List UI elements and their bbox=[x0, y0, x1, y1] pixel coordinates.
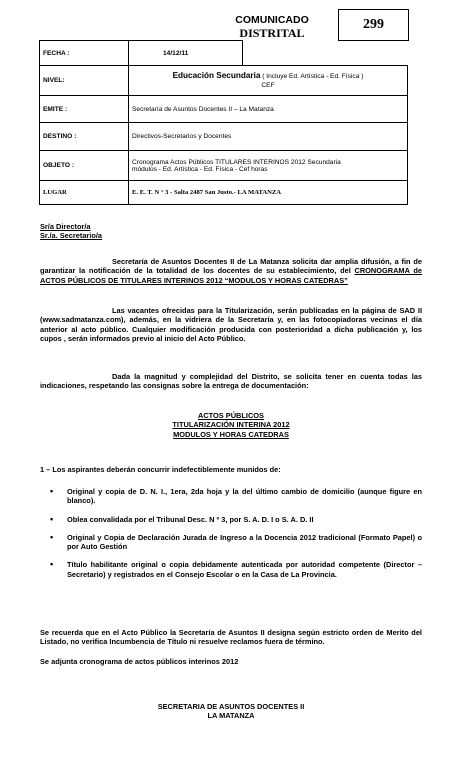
destino-label: DESTINO : bbox=[40, 123, 129, 151]
paragraph-4: Se recuerda que en el Acto Público la Secretaría de Asuntos II designa según estricto orden de Merito del Listado, no verifica Incumbencia de Título ni resuelve reclamos fuera de término. bbox=[40, 628, 422, 647]
signature-line-2: LA MATANZA bbox=[207, 711, 255, 721]
requirement-item: • Original y copia de D. N. I., 1era, 2da hoja y la del último cambio de domicilio (aunque figure en blanco). bbox=[40, 487, 422, 506]
lugar-value: E. E. T. N ° 3 - Salta 2487 San Justo.- LA MATANZA bbox=[129, 181, 408, 205]
signature-line-1: SECRETARIA DE ASUNTOS DOCENTES II bbox=[157, 702, 305, 711]
row-destino bbox=[40, 123, 408, 151]
heading-line-2: TITULARIZACIÓN INTERINA 2012 bbox=[172, 420, 290, 430]
paragraph-2: Las vacantes ofrecidas para la Titularización, serán publicadas en la página de SAD II (www.sadmatanza.com), además, en la vidriera de la Secretaría y, en las fotocopiadoras vecinas el día anterior al acto público. Cualquier modificación producida con posterioridad a dicha publicación y, los cupos , serán informados previo al inicio del Acto Público. bbox=[40, 306, 422, 343]
salutation bbox=[40, 222, 422, 241]
lugar-label: LUGAR bbox=[40, 181, 129, 205]
emite-value: Secretaría de Asuntos Docentes II – La Matanza bbox=[129, 96, 408, 123]
row-emite bbox=[40, 96, 408, 123]
objeto-value bbox=[129, 151, 408, 181]
heading-line-3: MODULOS Y HORAS CATEDRAS bbox=[173, 429, 289, 439]
row-fecha bbox=[40, 41, 408, 66]
nivel-note: ( Incluye Ed. Artística - Ed. Física ) bbox=[260, 73, 364, 80]
objeto-label: OBJETO : bbox=[40, 151, 129, 181]
section-heading bbox=[40, 411, 422, 439]
salutation-director: Sr/a Director/a bbox=[40, 222, 91, 231]
paragraph-1-underlined: CRONOGRAMA de ACTOS PÚBLICOS DE TITULARES INTERINOS 2012 “MODULOS Y HORAS CATEDRAS” bbox=[40, 266, 422, 285]
destino-value: Directivos-Secretarios y Docentes bbox=[129, 123, 408, 151]
title-line-2: DISTRITAL bbox=[239, 26, 305, 40]
meta-table bbox=[39, 40, 408, 205]
objeto-line-2: módulos - Ed. Artística - Ed. Física - Cef horas bbox=[132, 165, 268, 173]
paragraph-5: Se adjunta cronograma de actos públicos interinos 2012 bbox=[40, 657, 239, 666]
signature bbox=[40, 702, 422, 721]
objeto-line-1: Cronograma Actos Públicos TITULARES INTERINOS 2012 Secundaria bbox=[132, 158, 341, 166]
paragraph-1 bbox=[40, 257, 422, 285]
paragraph-1-text: Secretaría de Asuntos Docentes II de La Matanza solicita dar amplia difusión, a fin de garantizar la notificación de la totalidad de los docentes de su establecimiento, del bbox=[40, 257, 422, 276]
title-line-1: COMUNICADO bbox=[235, 14, 309, 26]
row-nivel bbox=[40, 66, 408, 96]
heading-line-1: ACTOS PÚBLICOS bbox=[198, 411, 264, 420]
requirement-item: • Original y Copia de Declaración Jurada de Ingreso a la Docencia 2012 tradicional (Formato Papel) o por Auto Gestión bbox=[40, 533, 422, 552]
salutation-secretary: Sr./a. Secretario/a bbox=[40, 231, 103, 241]
requirement-item: • Título habilitante original o copia debidamente autenticada por autoridad competente (Director – Secretario) y registrados en el Consejo Escolar o en la Casa de La Provincia. bbox=[40, 560, 422, 579]
paragraph-3: Dada la magnitud y complejidad del Distrito, se solicita tener en cuenta todas las indicaciones, respetando las consignas sobre la entrega de documentación: bbox=[40, 372, 422, 391]
document-title bbox=[214, 14, 330, 40]
row-objeto bbox=[40, 151, 408, 181]
requirement-item: • Oblea convalidada por el Tribunal Desc. N º 3, por S. A. D. I o S. A. D. II bbox=[40, 515, 422, 524]
fecha-blank bbox=[243, 41, 408, 66]
requirements-list bbox=[40, 487, 422, 588]
row-lugar bbox=[40, 181, 408, 205]
communique-number: 299 bbox=[338, 9, 409, 41]
fecha-value: 14/12/11 bbox=[129, 41, 243, 66]
requirement-intro: 1 – Los aspirantes deberán concurrir indefectiblemente munidos de: bbox=[40, 465, 281, 474]
fecha-label: FECHA : bbox=[40, 41, 129, 66]
nivel-main: Educación Secundaria bbox=[172, 71, 261, 80]
emite-label: EMITE : bbox=[40, 96, 129, 123]
nivel-label: NIVEL: bbox=[40, 66, 129, 96]
nivel-value bbox=[129, 66, 408, 96]
nivel-line2: CEF bbox=[261, 82, 275, 89]
